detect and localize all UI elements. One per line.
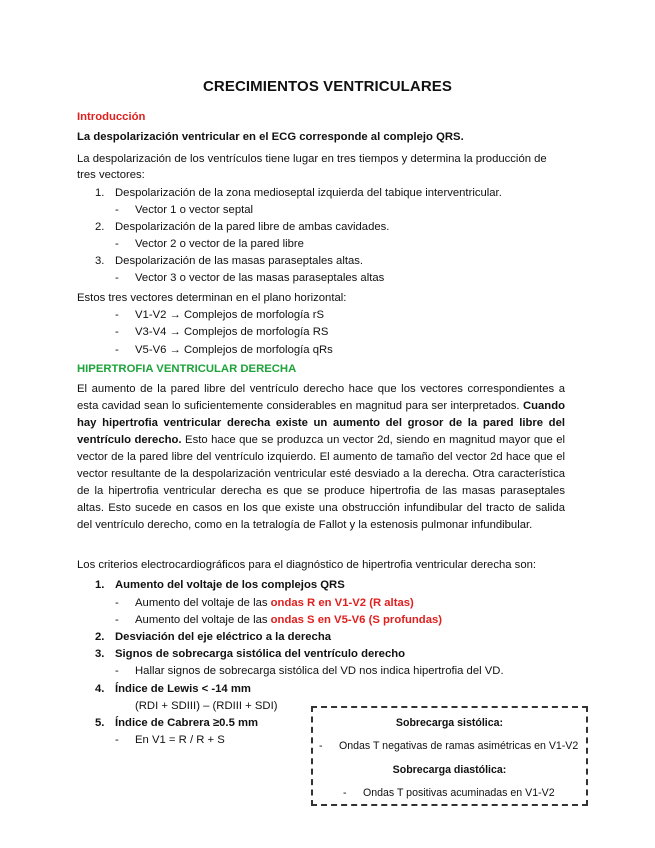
page-title: CRECIMIENTOS VENTRICULARES — [202, 78, 452, 95]
systolic-item: - Ondas T negativas de ramas asimétricas en V1-V2 — [319, 740, 579, 752]
overload-box — [311, 706, 588, 806]
step-sub-item: - Vector 1 o vector septal — [115, 204, 254, 216]
criterion-sub-item: - Aumento del voltaje de las ondas R en V1-V2 (R altas) — [115, 597, 414, 609]
horizontal-item: - V3-V4 → Complejos de morfología RS — [115, 326, 329, 338]
criterion-sub-item: - En V1 = R / R + S — [115, 734, 225, 746]
criteria-intro: Los criterios electrocardiográficos para el diagnóstico de hipertrofia ventricular derecha son: — [77, 559, 537, 571]
intro-paragraph: La despolarización de los ventrículos tiene lugar en tres tiempos y determina la producción de — [77, 153, 547, 165]
hvd-heading: HIPERTROFIA VENTRICULAR DERECHA — [77, 363, 297, 375]
criterion-item: 2. Desviación del eje eléctrico a la derecha — [95, 631, 332, 643]
criterion-item: 1. Aumento del voltaje de los complejos QRS — [95, 579, 345, 591]
horizontal-item: - V1-V2 → Complejos de morfología rS — [115, 309, 324, 321]
criterion-item: 3. Signos de sobrecarga sistólica del ventrículo derecho — [95, 648, 406, 660]
criterion-item: 4. Índice de Lewis < -14 mm — [95, 683, 251, 695]
intro-heading: Introducción — [77, 111, 146, 123]
step-item: 2. Despolarización de la pared libre de ambas cavidades. — [95, 221, 390, 233]
step-item: 3. Despolarización de las masas paraseptales altas. — [95, 255, 364, 267]
horizontal-item: - V5-V6 → Complejos de morfología qRs — [115, 344, 333, 356]
criterion-sub-item: - Hallar signos de sobrecarga sistólica del VD nos indica hipertrofia del VD. — [115, 665, 504, 677]
horizontal-intro: Estos tres vectores determinan en el plano horizontal: — [77, 292, 347, 304]
intro-paragraph-cont: tres vectores: — [77, 169, 145, 181]
step-item: 1. Despolarización de la zona medioseptal izquierda del tabique interventricular. — [95, 187, 502, 199]
criterion-formula: (RDI + SDIII) – (RDIII + SDI) — [135, 700, 278, 712]
intro-lead: La despolarización ventricular en el ECG corresponde al complejo QRS. — [77, 131, 464, 143]
diastolic-title: Sobrecarga diastólica: — [392, 764, 507, 776]
step-sub-item: - Vector 2 o vector de la pared libre — [115, 238, 304, 250]
criterion-item: 5. Índice de Cabrera ≥0.5 mm — [95, 717, 259, 729]
systolic-title: Sobrecarga sistólica: — [395, 717, 504, 729]
diastolic-item: - Ondas T positivas acuminadas en V1-V2 — [343, 787, 555, 799]
hvd-paragraph: El aumento de la pared libre del ventrículo derecho hace que los vectores correspondientes a esta cavidad sean lo suficientemente considerables en magnitud para ser interpretados. Cuando hay hipertrofia ventricular derecha existe un aumento del grosor de la pared libre del ventrículo derecho. Esto hace que se produzca un vector 2d, siendo en magnitud mayor que el vector de la pared libre del ventrículo izquierdo. El aumento de tamaño del vector 2d hace que el vector resultante de la despolarización ventricular esté desviado a la derecha. Otra característica de la hipertrofia ventricular derecha es que se produce hipertrofia de las masas paraseptales altas. Esto sucede en casos en los que existe una obstrucción infundibular del tracto de salida del ventrículo derecho, como en la tetralogía de Fallot y la estenosis pulmonar infundibular. — [77, 383, 565, 531]
criterion-sub-item: - Aumento del voltaje de las ondas S en V5-V6 (S profundas) — [115, 614, 443, 626]
step-sub-item: - Vector 3 o vector de las masas paraseptales altas — [115, 272, 385, 284]
